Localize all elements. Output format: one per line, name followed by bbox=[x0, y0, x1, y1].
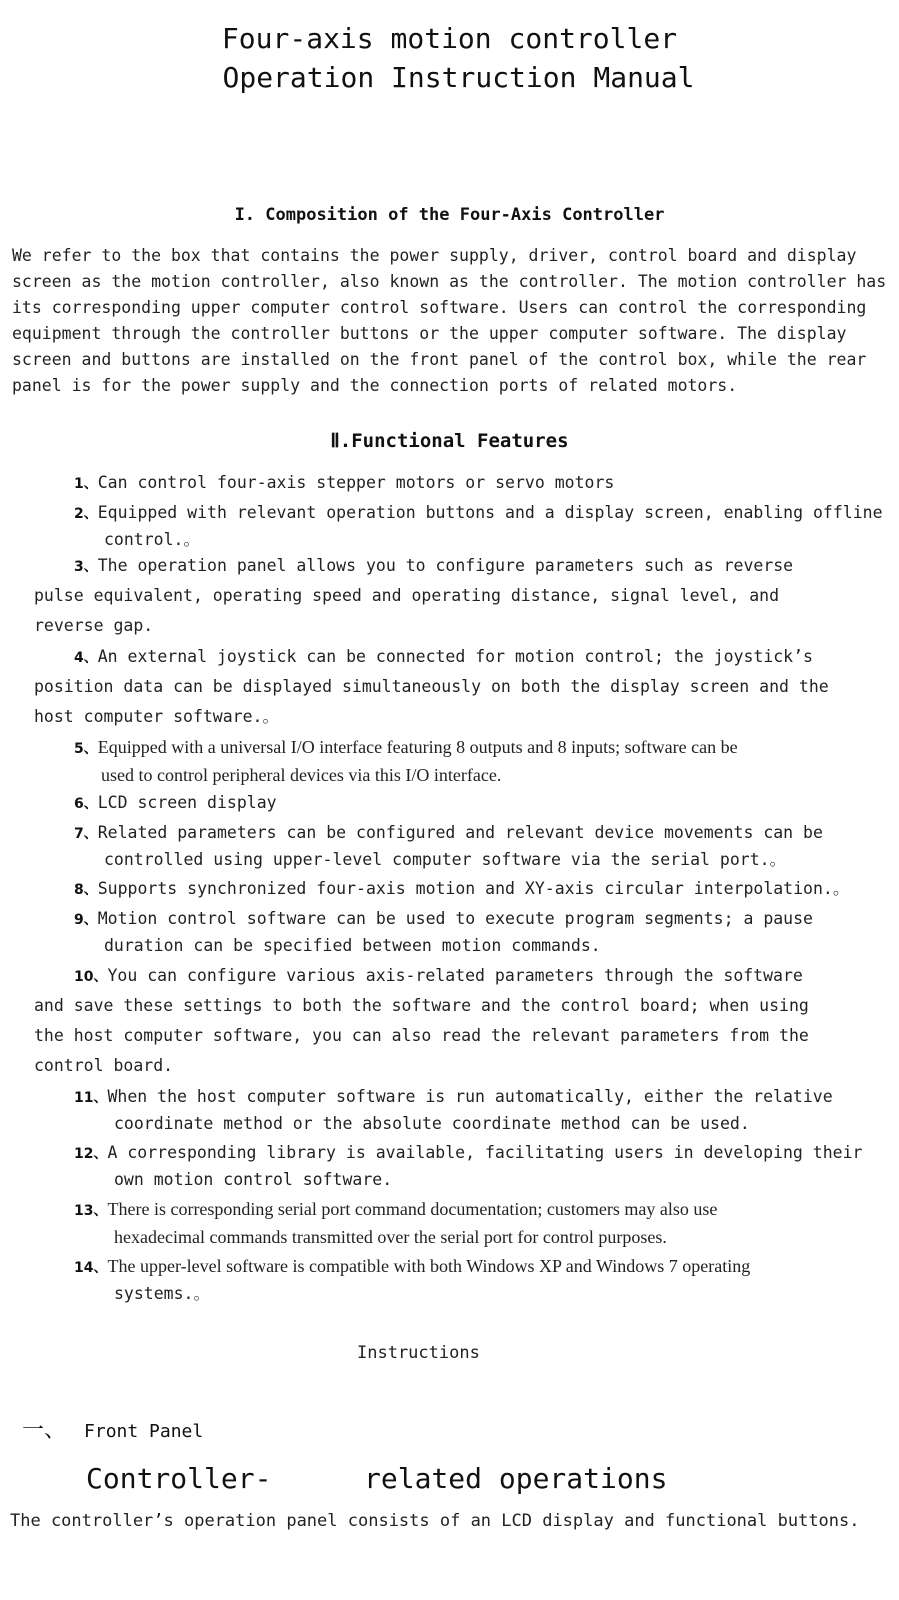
paragraph-line: We refer to the box that contains the power supply, driver, control board and display bbox=[12, 246, 857, 265]
item-text-cont: own motion control software. bbox=[114, 1170, 393, 1189]
item-text: Can control four-axis stepper motors or servo motors bbox=[97, 473, 615, 492]
item-text-cont: coordinate method or the absolute coordinate method can be used. bbox=[114, 1114, 750, 1133]
feature-item-2 bbox=[74, 500, 883, 553]
item-text: There is corresponding serial port command documentation; customers may also use bbox=[107, 1199, 718, 1219]
item-text-cont: controlled using upper-level computer software via the serial port.。 bbox=[104, 850, 787, 869]
item-number: 6、 bbox=[74, 796, 98, 812]
operation-panel-description: The controller’s operation panel consists of an LCD display and functional buttons. bbox=[10, 1511, 860, 1531]
section-2-heading: Ⅱ.Functional Features bbox=[330, 430, 569, 452]
item-text-cont: duration can be specified between motion commands. bbox=[104, 936, 601, 955]
item-number: 9、 bbox=[74, 912, 98, 928]
related-operations-heading: related operations bbox=[364, 1462, 668, 1495]
item-text: LCD screen display bbox=[97, 793, 277, 812]
feature-item-9 bbox=[74, 906, 813, 959]
item-text-cont: control board. bbox=[34, 1056, 174, 1075]
item-text: The upper-level software is compatible with both Windows XP and Windows 7 operating bbox=[107, 1256, 751, 1276]
section-1-paragraph bbox=[12, 243, 892, 399]
feature-item-5 bbox=[74, 734, 738, 788]
item-number: 7、 bbox=[74, 826, 98, 842]
paragraph-line: its corresponding upper computer control software. Users can control the corresponding bbox=[12, 298, 867, 317]
item-text: An external joystick can be connected for motion control; the joystick’s bbox=[97, 647, 813, 666]
paragraph-line: screen and buttons are installed on the front panel of the control box, while the rear bbox=[12, 350, 867, 369]
item-text-cont: reverse gap. bbox=[34, 616, 154, 635]
item-text: A corresponding library is available, facilitating users in developing their bbox=[107, 1143, 863, 1162]
feature-item-4 bbox=[74, 644, 813, 671]
feature-item-1 bbox=[74, 470, 614, 497]
item-text-cont: the host computer software, you can also read the relevant parameters from the bbox=[34, 1026, 809, 1045]
feature-item-7 bbox=[74, 820, 823, 873]
feature-item-10 bbox=[74, 963, 803, 990]
item-text-cont: and save these settings to both the software and the control board; when using bbox=[34, 996, 809, 1015]
item-text-cont: position data can be displayed simultaneously on both the display screen and the bbox=[34, 677, 829, 696]
feature-item-11 bbox=[74, 1084, 833, 1137]
instructions-heading: Instructions bbox=[357, 1343, 480, 1363]
item-number: 1、 bbox=[74, 476, 98, 492]
item-text: Equipped with relevant operation buttons and a display screen, enabling offline bbox=[97, 503, 883, 522]
item-text: The operation panel allows you to configure parameters such as reverse bbox=[97, 556, 794, 575]
paragraph-line: equipment through the controller buttons or the upper computer software. The display bbox=[12, 324, 847, 343]
section-1-heading: I. Composition of the Four-Axis Controller bbox=[234, 205, 665, 225]
item-text: Supports synchronized four-axis motion and XY-axis circular interpolation.。 bbox=[97, 879, 850, 898]
item-text-cont: systems.。 bbox=[114, 1284, 210, 1303]
item-text-cont: used to control peripheral devices via this I/O interface. bbox=[101, 765, 502, 785]
item-number: 3、 bbox=[74, 559, 98, 575]
front-panel-label: Front Panel bbox=[84, 1421, 204, 1442]
item-text-cont: pulse equivalent, operating speed and operating distance, signal level, and bbox=[34, 586, 780, 605]
feature-item-3 bbox=[74, 553, 793, 580]
feature-item-14 bbox=[74, 1253, 750, 1307]
feature-item-13 bbox=[74, 1196, 717, 1250]
item-text: When the host computer software is run automatically, either the relative bbox=[107, 1087, 833, 1106]
item-text-cont: hexadecimal commands transmitted over the serial port for control purposes. bbox=[114, 1227, 667, 1247]
item-number: 13、 bbox=[74, 1203, 108, 1219]
feature-item-6 bbox=[74, 790, 277, 817]
item-text-cont: control.。 bbox=[104, 530, 200, 549]
item-text: Motion control software can be used to execute program segments; a pause bbox=[97, 909, 813, 928]
item-text: Related parameters can be configured and relevant device movements can be bbox=[97, 823, 823, 842]
item-number: 11、 bbox=[74, 1090, 108, 1106]
item-text: Equipped with a universal I/O interface featuring 8 outputs and 8 inputs; software can be bbox=[97, 737, 738, 757]
item-number: 14、 bbox=[74, 1260, 108, 1276]
item-number: 2、 bbox=[74, 506, 98, 522]
item-number: 10、 bbox=[74, 969, 108, 985]
item-number: 12、 bbox=[74, 1146, 108, 1162]
document-title-line-2: Operation Instruction Manual bbox=[222, 61, 695, 94]
document-title-line-1: Four-axis motion controller bbox=[221, 22, 678, 55]
item-number: 4、 bbox=[74, 650, 98, 666]
front-panel-heading bbox=[22, 1413, 203, 1444]
item-number: 5、 bbox=[74, 741, 98, 757]
paragraph-line: screen as the motion controller, also known as the controller. The motion controller has bbox=[12, 272, 887, 291]
feature-item-12 bbox=[74, 1140, 862, 1193]
item-text-cont: host computer software.。 bbox=[34, 707, 279, 726]
item-number: 8、 bbox=[74, 882, 98, 898]
paragraph-line: panel is for the power supply and the connection ports of related motors. bbox=[12, 376, 738, 395]
feature-item-8 bbox=[74, 876, 849, 903]
controller-word: Controller- bbox=[86, 1462, 272, 1495]
section-number: 一、 bbox=[22, 1418, 67, 1443]
item-text: You can configure various axis-related parameters through the software bbox=[107, 966, 803, 985]
